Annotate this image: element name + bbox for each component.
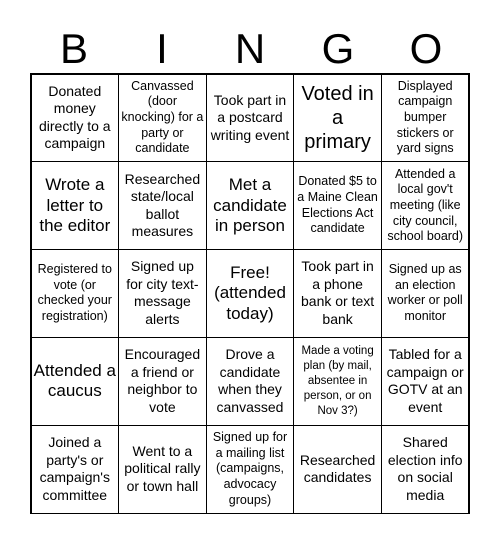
bingo-cell[interactable] [31, 425, 120, 514]
bingo-cell[interactable] [206, 74, 295, 163]
bingo-cell[interactable] [381, 161, 470, 250]
cell-text: Signed up for city text-message alerts [126, 258, 199, 327]
cell-text: Took part in a phone bank or text bank [301, 258, 375, 327]
header-letter-n: N [234, 25, 266, 72]
header-letter-i: I [156, 25, 168, 72]
cell-text: Free! (attended today) [214, 262, 286, 323]
cell-text: Donated $5 to a Maine Clean Elections Act candidate [297, 174, 378, 236]
cell-text: Canvassed (door knocking) for a party or candidate [121, 78, 204, 156]
bingo-cell[interactable] [118, 74, 207, 163]
cell-text: Donated money directly to a campaign [39, 82, 111, 152]
bingo-header [30, 26, 470, 72]
bingo-cell[interactable] [31, 249, 120, 338]
bingo-cell[interactable] [118, 249, 207, 338]
bingo-cell[interactable] [293, 337, 382, 426]
bingo-cell[interactable] [381, 74, 470, 163]
cell-text: Researched candidates [299, 451, 376, 486]
cell-text: Registered to vote (or checked your registration) [37, 262, 112, 324]
bingo-cell[interactable] [206, 161, 295, 250]
cell-text: Researched state/local ballot measures [124, 170, 201, 240]
bingo-cell[interactable] [118, 337, 207, 426]
bingo-cell[interactable] [31, 74, 120, 163]
cell-text: Shared election info on social media [387, 434, 463, 503]
cell-text: Signed up for a mailing list (campaigns, advocacy groups) [212, 430, 288, 507]
bingo-cell[interactable] [293, 249, 382, 338]
header-letter-o: O [409, 25, 443, 72]
free-space-cell[interactable] [206, 249, 295, 338]
cell-text: Went to a political rally or town hall [124, 442, 201, 494]
bingo-cell[interactable] [206, 425, 295, 514]
header-letter-b: B [59, 25, 88, 72]
cell-text: Made a voting plan (by mail, absentee in person, or on Nov 3?) [301, 344, 374, 417]
bingo-cell[interactable] [31, 337, 120, 426]
cell-text: Took part in a postcard writing event [210, 91, 290, 143]
bingo-cell[interactable] [293, 161, 382, 250]
cell-text: Attended a local gov't meeting (like city council, school board) [387, 166, 464, 244]
bingo-cell[interactable] [381, 249, 470, 338]
bingo-cell[interactable] [293, 425, 382, 514]
cell-text: Joined a party's or campaign's committee [39, 434, 110, 503]
cell-text: Signed up as an election worker or poll monitor [387, 262, 463, 324]
bingo-cell[interactable] [381, 425, 470, 514]
bingo-cell[interactable] [31, 161, 120, 250]
cell-text: Attended a caucus [33, 360, 116, 401]
header-letter-g: G [321, 25, 355, 72]
cell-text: Displayed campaign bumper stickers or yard signs [396, 78, 454, 156]
bingo-grid [30, 73, 470, 514]
cell-text: Encouraged a friend or neighbor to vote [124, 346, 201, 415]
cell-text: Drove a candidate when they canvassed [216, 346, 284, 415]
bingo-cell[interactable] [381, 337, 470, 426]
bingo-cell[interactable] [118, 161, 207, 250]
bingo-cell[interactable] [206, 337, 295, 426]
cell-text: Tabled for a campaign or GOTV at an event [386, 346, 464, 415]
bingo-cell[interactable] [293, 74, 382, 163]
cell-text: Voted in a primary [301, 82, 374, 153]
bingo-cell[interactable] [118, 425, 207, 514]
cell-text: Met a candidate in person [213, 175, 287, 235]
cell-text: Wrote a letter to the editor [39, 175, 111, 235]
